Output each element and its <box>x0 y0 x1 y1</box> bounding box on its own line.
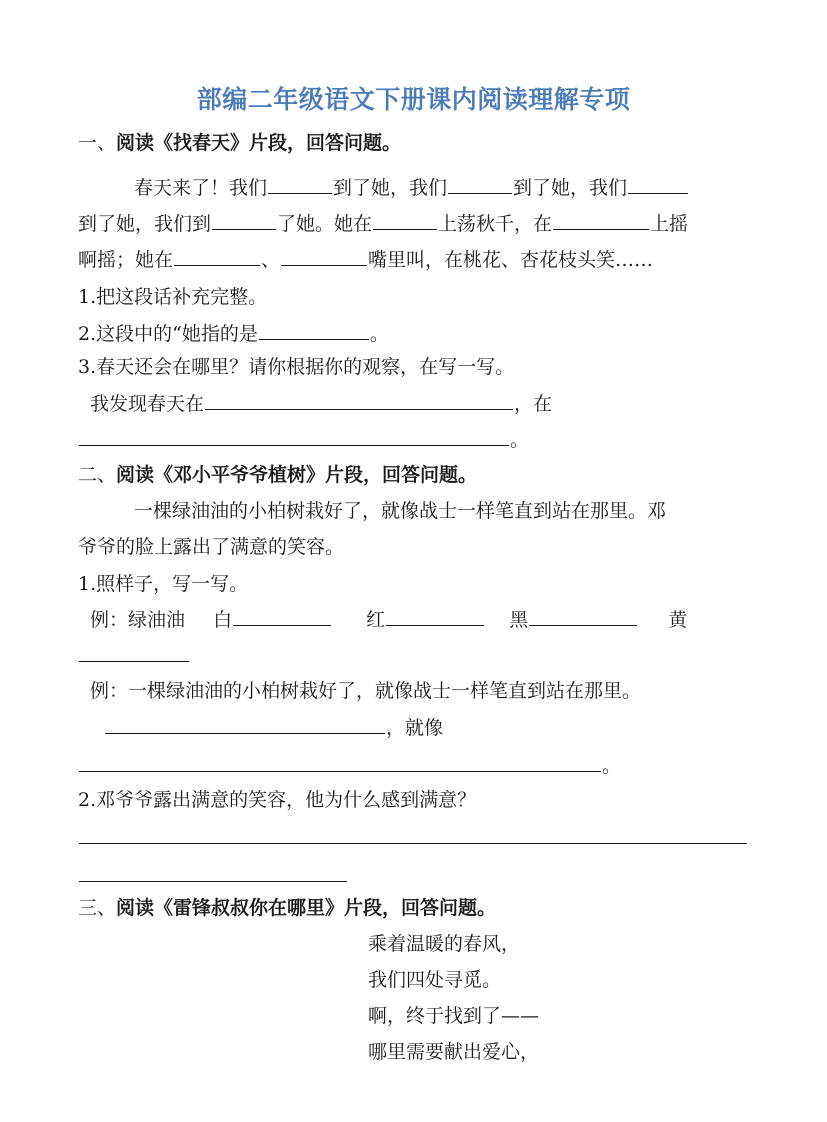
example-text: 例：绿油油 <box>90 609 186 631</box>
passage-text: 春天来了！我们 <box>134 177 268 199</box>
passage-text: 上摇 <box>650 213 689 235</box>
passage-text: 了她。她在 <box>277 213 373 235</box>
answer-text: 我发现春天在 <box>90 393 205 415</box>
passage-text: 啊摇；她在 <box>78 249 174 271</box>
fill-blank[interactable] <box>448 175 512 194</box>
page-title: 部编二年级语文下册课内阅读理解专项 <box>196 85 631 114</box>
answer-blank[interactable] <box>259 321 369 340</box>
fill-blank[interactable] <box>373 211 437 230</box>
passage-text: 、 <box>261 249 281 271</box>
question-3: 3.春天还会在哪里？请你根据你的观察，在写一写。 <box>78 356 515 378</box>
answer-blank[interactable] <box>386 607 484 626</box>
answer-blank[interactable] <box>233 607 331 626</box>
poem-line: 乘着温暖的春风， <box>368 933 521 955</box>
poem-line: 我们四处寻觅。 <box>368 969 502 991</box>
answer-blank[interactable] <box>79 825 747 844</box>
answer-text: 。 <box>510 429 530 451</box>
word-label: 白 <box>213 609 233 631</box>
question-text: 2.这段中的“她指的是 <box>78 323 258 345</box>
poem-line: 哪里需要献出爱心， <box>368 1041 540 1063</box>
answer-blank[interactable] <box>205 391 513 410</box>
answer-text: ，就像 <box>386 717 444 739</box>
poem-line: 啊，终于找到了—— <box>368 1005 540 1027</box>
passage-line: 爷爷的脸上露出了满意的笑容。 <box>78 536 345 558</box>
answer-line <box>78 825 748 850</box>
answer-blank[interactable] <box>79 643 189 662</box>
passage-text: 上荡秋千，在 <box>438 213 553 235</box>
answer-line <box>78 427 529 452</box>
section-2-heading <box>78 463 477 487</box>
passage-text: 到了她，我们到 <box>78 213 212 235</box>
answer-line <box>78 863 348 888</box>
fill-blank[interactable] <box>212 211 276 230</box>
answer-line <box>78 753 621 778</box>
section-title: 阅读《邓小平爷爷植树》片段，回答问题。 <box>116 464 478 486</box>
passage-line <box>78 211 688 236</box>
answer-line <box>78 643 190 668</box>
question-2 <box>78 321 389 346</box>
word-label: 红 <box>366 609 386 631</box>
section-1-heading <box>78 131 401 155</box>
answer-blank[interactable] <box>79 753 601 772</box>
example-line <box>90 607 687 632</box>
section-number: 三、 <box>78 897 117 919</box>
question-1: 1.照样子，写一写。 <box>78 573 249 595</box>
answer-line <box>90 391 552 416</box>
fill-blank[interactable] <box>628 175 688 194</box>
question-2: 2.邓爷爷露出满意的笑容，他为什么感到满意？ <box>78 789 477 811</box>
passage-line <box>134 175 689 200</box>
word-label: 黄 <box>668 609 688 631</box>
section-number: 二、 <box>78 464 117 486</box>
passage-line <box>78 247 653 272</box>
fill-blank[interactable] <box>553 211 649 230</box>
example-line: 例：一棵绿油油的小柏树栽好了，就像战士一样笔直到站在那里。 <box>90 680 642 702</box>
word-label: 黑 <box>509 609 529 631</box>
answer-blank[interactable] <box>79 863 347 882</box>
fill-blank[interactable] <box>281 247 367 266</box>
section-3-heading <box>78 896 496 920</box>
section-title: 阅读《雷锋叔叔你在哪里》片段，回答问题。 <box>116 897 497 919</box>
answer-blank[interactable] <box>79 427 509 446</box>
answer-blank[interactable] <box>105 715 385 734</box>
answer-text: 。 <box>602 755 622 777</box>
answer-text: ，在 <box>514 393 553 415</box>
fill-blank[interactable] <box>174 247 260 266</box>
question-text: 。 <box>369 323 389 345</box>
passage-text: 到了她，我们 <box>333 177 448 199</box>
answer-blank[interactable] <box>529 607 637 626</box>
question-1: 1.把这段话补充完整。 <box>78 286 268 308</box>
passage-text: 嘴里叫，在桃花、杏花枝头笑…… <box>368 249 654 271</box>
passage-text: 到了她，我们 <box>513 177 628 199</box>
section-number: 一、 <box>78 132 117 154</box>
section-title: 阅读《找春天》片段，回答问题。 <box>116 132 402 154</box>
answer-line <box>104 715 443 740</box>
fill-blank[interactable] <box>268 175 332 194</box>
passage-line: 一棵绿油油的小柏树栽好了，就像战士一样笔直到站在那里。邓 <box>134 500 667 522</box>
